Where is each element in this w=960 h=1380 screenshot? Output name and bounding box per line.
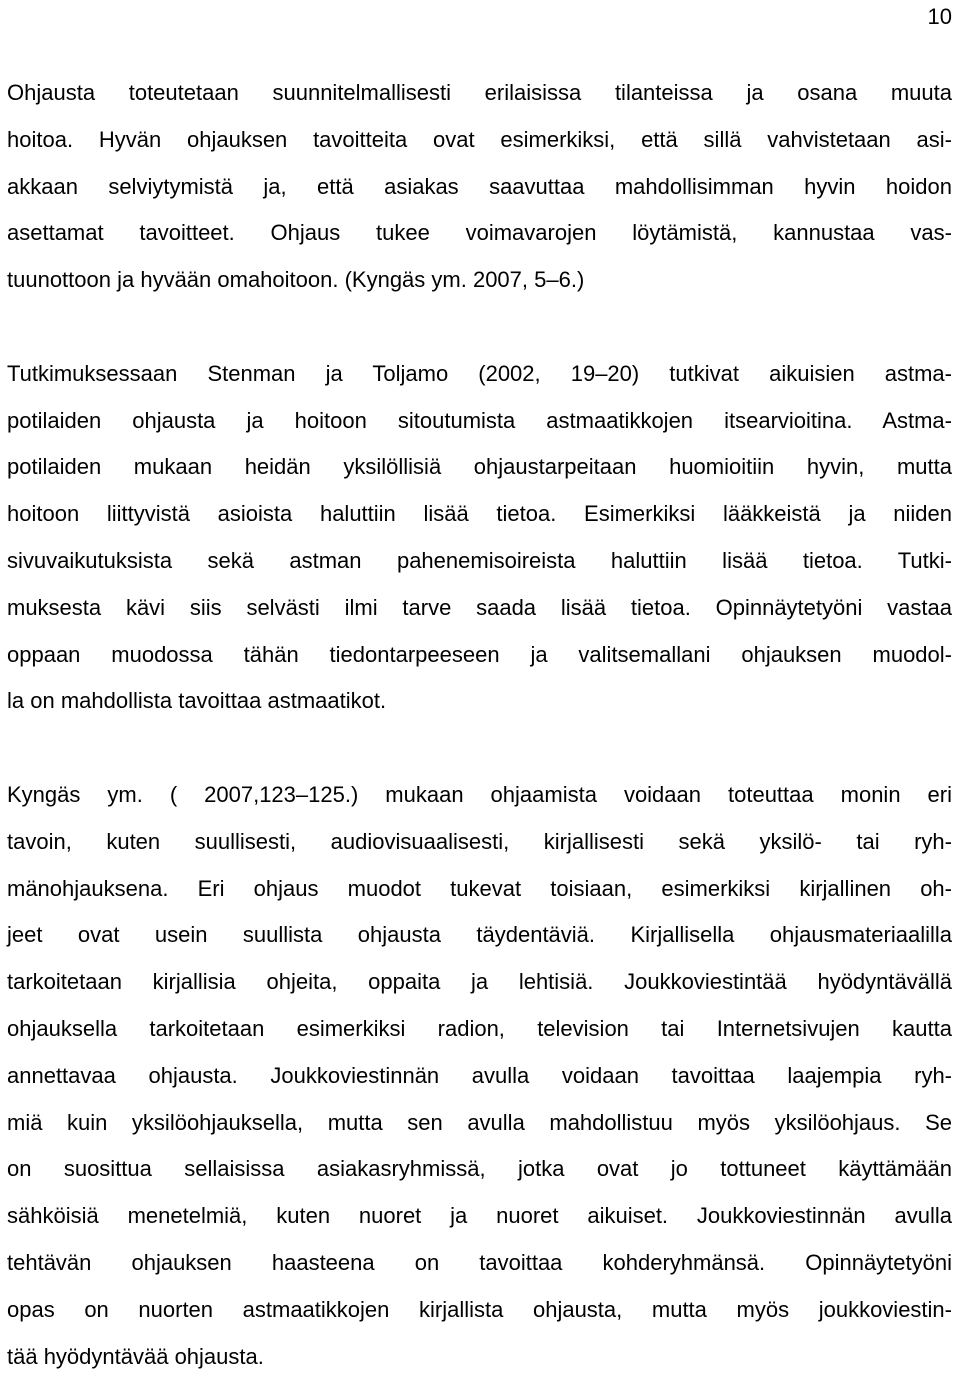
text-line: muksesta kävi siis selvästi ilmi tarve saada lisää tietoa. Opinnäytetyöni vastaa — [7, 594, 952, 620]
text-line: sivuvaikutuksista sekä astman pahenemisoireista haluttiin lisää tietoa. Tutki- — [7, 547, 952, 573]
text-line: on suosittua sellaisissa asiakasryhmissä, jotka ovat jo tottuneet käyttämään — [7, 1156, 952, 1182]
text-line: tarkoitetaan kirjallisia ohjeita, oppaita ja lehtisiä. Joukkoviestintää hyödyntävällä — [7, 969, 952, 995]
paragraph-gap — [7, 725, 952, 772]
text-line: sähköisiä menetelmiä, kuten nuoret ja nuoret aikuiset. Joukkoviestinnän avulla — [7, 1203, 952, 1229]
text-line: ohjauksella tarkoitetaan esimerkiksi radion, television tai Internetsivujen kautta — [7, 1015, 952, 1041]
text-line: tehtävän ohjauksen haasteena on tavoittaa kohderyhmänsä. Opinnäytetyöni — [7, 1249, 952, 1275]
text-line: hoitoa. Hyvän ohjauksen tavoitteita ovat esimerkiksi, että sillä vahvistetaan asi- — [7, 126, 952, 152]
text-line: hoitoon liittyvistä asioista haluttiin lisää tietoa. Esimerkiksi lääkkeistä ja niiden — [7, 501, 952, 527]
paragraph — [7, 772, 952, 1380]
text-line: oppaan muodossa tähän tiedontarpeeseen ja valitsemallani ohjauksen muodol- — [7, 641, 952, 667]
text-line: tää hyödyntävää ohjausta. — [7, 1343, 264, 1369]
page-number: 10 — [927, 4, 952, 29]
text-line: Ohjausta toteutetaan suunnitelmallisesti erilaisissa tilanteissa ja osana muuta — [7, 80, 952, 105]
paragraph — [7, 70, 952, 304]
text-line: opas on nuorten astmaatikkojen kirjallista ohjausta, mutta myös joukkoviestin- — [7, 1296, 952, 1322]
text-line: Tutkimuksessaan Stenman ja Toljamo (2002, 19–20) tutkivat aikuisien astma- — [7, 360, 952, 386]
text-line: miä kuin yksilöohjauksella, mutta sen avulla mahdollistuu myös yksilöohjaus. Se — [7, 1109, 952, 1135]
text-line: potilaiden ohjausta ja hoitoon sitoutumista astmaatikkojen itsearvioitina. Astma- — [7, 407, 952, 433]
text-line: mänohjauksena. Eri ohjaus muodot tukevat toisiaan, esimerkiksi kirjallinen oh- — [7, 875, 952, 901]
text-line: annettavaa ohjausta. Joukkoviestinnän avulla voidaan tavoittaa laajempia ryh- — [7, 1062, 952, 1088]
document-body — [7, 70, 952, 1380]
text-line: potilaiden mukaan heidän yksilöllisiä ohjaustarpeitaan huomioitiin hyvin, mutta — [7, 454, 952, 480]
text-line: tuunottoon ja hyvään omahoitoon. (Kyngäs ym. 2007, 5–6.) — [7, 267, 585, 293]
text-line: Kyngäs ym. ( 2007,123–125.) mukaan ohjaamista voidaan toteuttaa monin eri — [7, 781, 952, 807]
paragraph — [7, 351, 952, 725]
text-line: jeet ovat usein suullista ohjausta täydentäviä. Kirjallisella ohjausmateriaalilla — [7, 922, 952, 948]
paragraph-gap — [7, 304, 952, 351]
text-line: asettamat tavoitteet. Ohjaus tukee voimavarojen löytämistä, kannustaa vas- — [7, 220, 952, 246]
text-line: akkaan selviytymistä ja, että asiakas saavuttaa mahdollisimman hyvin hoidon — [7, 173, 952, 199]
text-line: tavoin, kuten suullisesti, audiovisuaalisesti, kirjallisesti sekä yksilö- tai ryh- — [7, 828, 952, 854]
text-line: la on mahdollista tavoittaa astmaatikot. — [7, 688, 387, 714]
